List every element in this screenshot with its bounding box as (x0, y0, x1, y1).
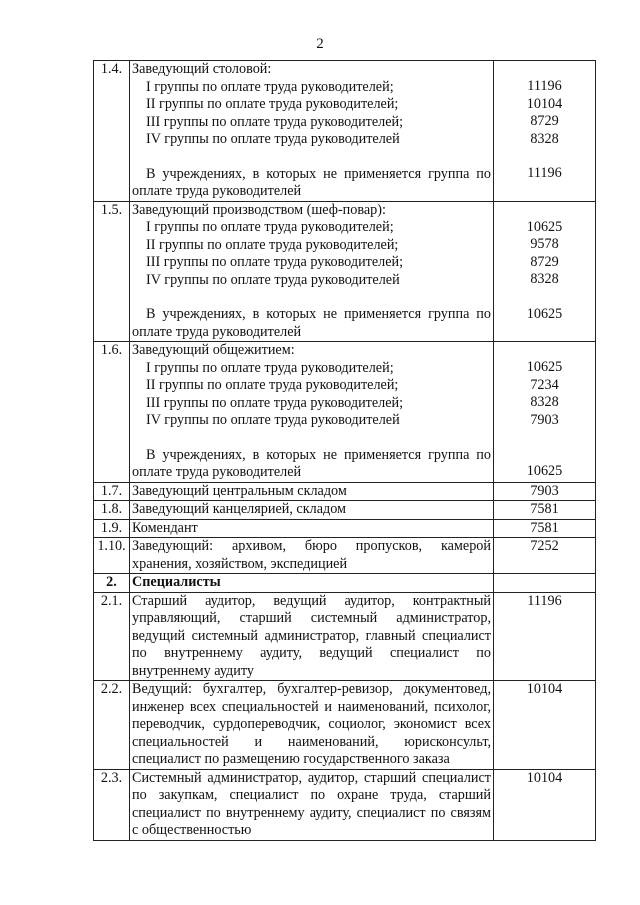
table-row (94, 342, 596, 483)
group-label: IV группы по оплате труда руководителей (146, 412, 400, 428)
group-label: II группы по оплате труда руководителей; (146, 236, 399, 253)
table-row (94, 201, 596, 342)
row-number: 1.8. (94, 501, 130, 520)
table-row (94, 592, 596, 681)
group-label: I группы по оплате труда руководителей; (146, 219, 394, 235)
salary-value: 7903 (494, 482, 596, 501)
table-row (94, 538, 596, 574)
salary-table (93, 60, 596, 841)
row-number: 2.3. (94, 769, 130, 840)
group-label: III группы по оплате труда руководителей; (146, 113, 404, 130)
row-number: 1.9. (94, 519, 130, 538)
position-title: Заведующий общежитием: (132, 342, 295, 358)
position-title: Заведующий производством (шеф-повар): (132, 201, 386, 218)
salary-value: 7581 (494, 501, 596, 520)
group-label: II группы по оплате труда руководителей; (146, 377, 399, 393)
salary-value: 8729 (530, 253, 559, 270)
salary-value: 10625 (526, 463, 563, 479)
salary-cell (494, 342, 596, 483)
salary-value: 8328 (530, 271, 559, 287)
salary-value: 10625 (526, 359, 563, 375)
salary-value: 8328 (530, 394, 559, 410)
no-group-note: В учреждениях, в которых не применяется группа по оплате труда руководителей (132, 306, 491, 340)
group-label: III группы по оплате труда руководителей; (146, 394, 404, 411)
row-title-cell (130, 342, 494, 483)
salary-value: 7903 (530, 411, 559, 428)
salary-value: 7581 (494, 519, 596, 538)
row-number: 1.5. (94, 201, 130, 342)
page-number: 2 (316, 36, 324, 52)
position-title: Старший аудитор, ведущий аудитор, контрактный управляющий, старший системный администратор, ведущий системный администратор, главный специалист по внутреннему аудиту, ведущий специалист по внутреннему аудиту (130, 592, 494, 681)
group-label: II группы по оплате труда руководителей; (146, 96, 399, 112)
row-number: 2.1. (94, 592, 130, 681)
row-number: 1.6. (94, 342, 130, 483)
section-row (94, 574, 596, 593)
salary-value: 7234 (530, 376, 559, 393)
position-title: Системный администратор, аудитор, старший специалист по закупкам, специалист по охране труда, старший специалист по внутреннему аудиту, специалист по связям с общественностью (130, 769, 494, 840)
row-number: 1.4. (94, 61, 130, 202)
salary-cell (494, 61, 596, 202)
salary-value: 9578 (530, 236, 559, 252)
table-row (94, 769, 596, 840)
no-group-note: В учреждениях, в которых не применяется группа по оплате труда руководителей (132, 446, 491, 480)
salary-value: 10104 (494, 681, 596, 770)
section-number: 2. (94, 574, 130, 593)
position-title: Ведущий: бухгалтер, бухгалтер-ревизор, документовед, инженер всех специальностей и наименований, психолог, переводчик, сурдопереводчик, социолог, экономист всех специальностей и наименований, юрисконсульт, специалист по размещению государственного заказа (130, 681, 494, 770)
position-title: Заведующий столовой: (132, 61, 272, 77)
row-title-cell (130, 201, 494, 342)
salary-value: 8328 (530, 130, 559, 147)
table-row (94, 482, 596, 501)
position-title: Заведующий канцелярией, складом (130, 501, 494, 520)
empty-cell (494, 574, 596, 593)
group-label: IV группы по оплате труда руководителей (146, 131, 400, 147)
row-number: 1.7. (94, 482, 130, 501)
table-row (94, 501, 596, 520)
group-label: III группы по оплате труда руководителей; (146, 254, 404, 270)
position-title: Заведующий центральным складом (130, 482, 494, 501)
table-row (94, 61, 596, 202)
salary-value: 10625 (526, 305, 563, 322)
row-number: 2.2. (94, 681, 130, 770)
section-title: Специалисты (130, 574, 494, 593)
salary-value: 11196 (527, 165, 562, 181)
salary-value: 11196 (527, 78, 562, 94)
salary-value: 10625 (526, 218, 563, 235)
position-title: Комендант (130, 519, 494, 538)
no-group-note: В учреждениях, в которых не применяется группа по оплате труда руководителей (132, 165, 491, 199)
group-label: IV группы по оплате труда руководителей (146, 271, 400, 288)
salary-value: 7252 (494, 538, 596, 574)
table-row (94, 519, 596, 538)
group-label: I группы по оплате труда руководителей; (146, 78, 394, 95)
salary-value: 11196 (494, 592, 596, 681)
position-title: Заведующий: архивом, бюро пропусков, камерой хранения, хозяйством, экспедицией (130, 538, 494, 574)
salary-value: 10104 (494, 769, 596, 840)
salary-value: 8729 (530, 113, 559, 129)
row-number: 1.10. (94, 538, 130, 574)
group-label: I группы по оплате труда руководителей; (146, 359, 394, 376)
salary-value: 10104 (526, 95, 563, 112)
table-row (94, 681, 596, 770)
salary-cell (494, 201, 596, 342)
row-title-cell (130, 61, 494, 202)
